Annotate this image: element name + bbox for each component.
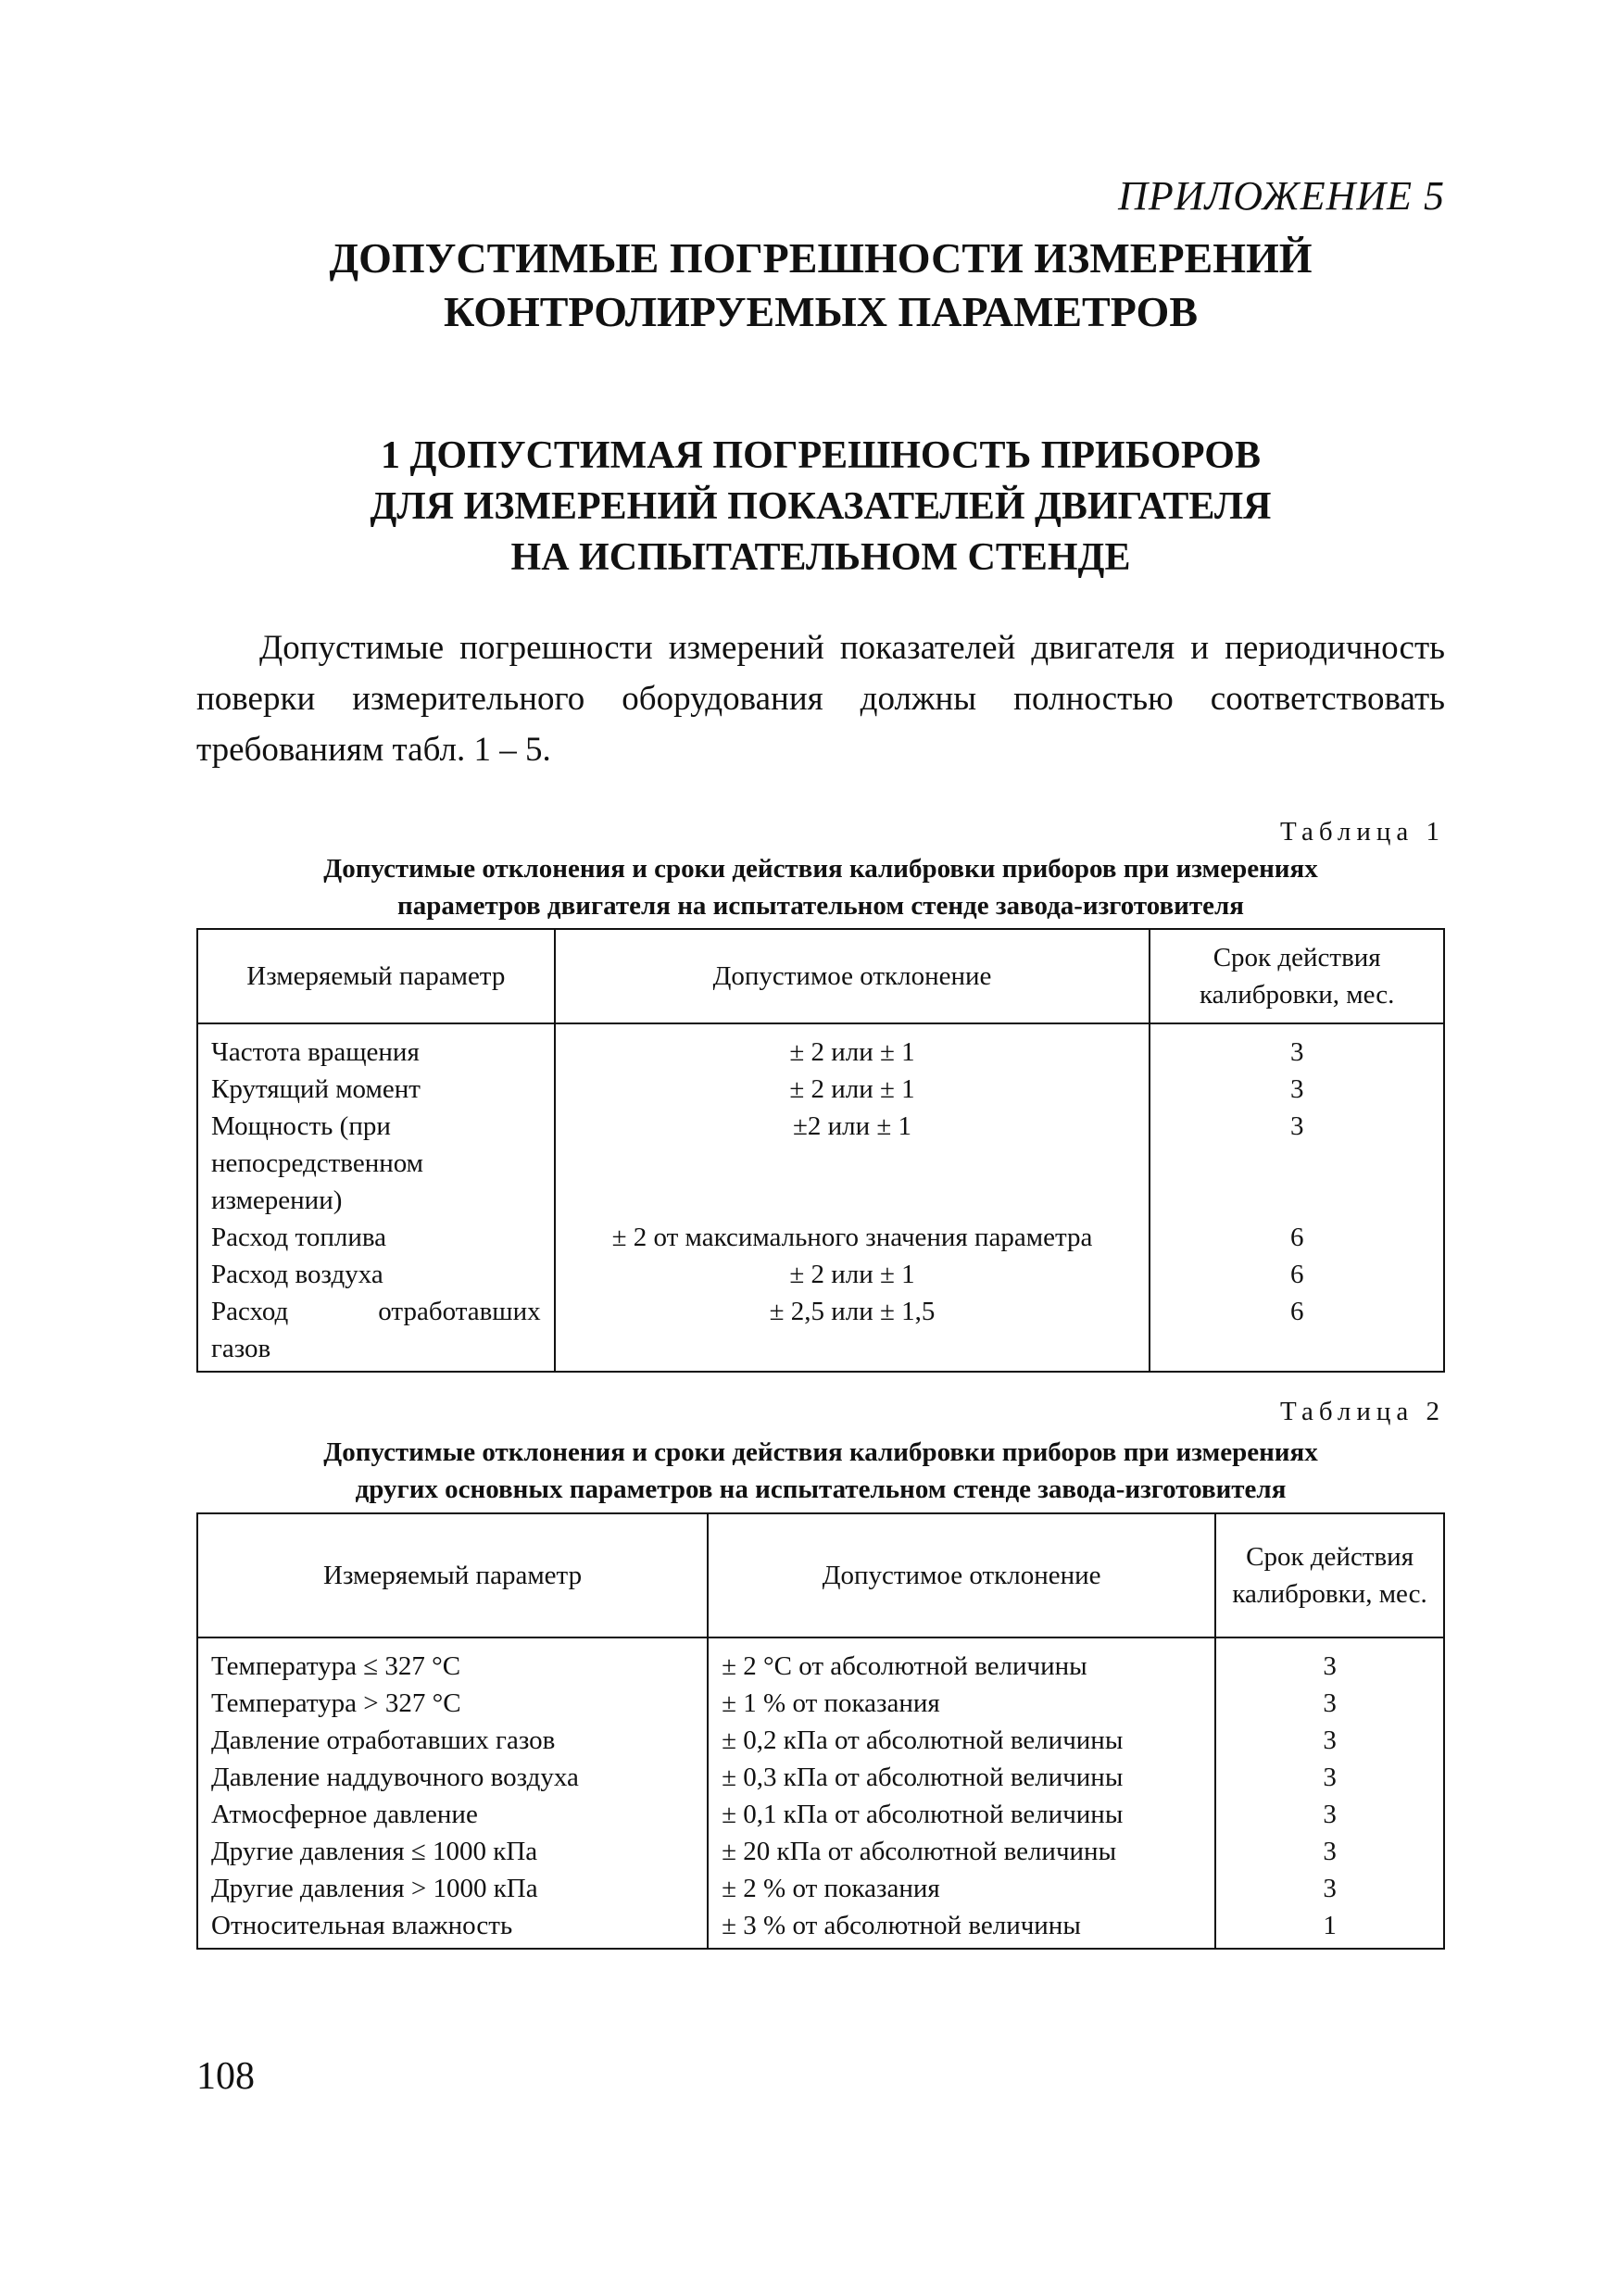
column-header-period: Срок действия калибровки, мес.	[1150, 929, 1444, 1023]
table-2-label: Таблица 2	[1279, 1397, 1445, 1426]
cell-deviation: ±2 или ± 1	[555, 1108, 1150, 1219]
table-row	[197, 1023, 1444, 1071]
cell-parameter: Частота вращения	[197, 1023, 555, 1071]
cell-period: 3	[1215, 1685, 1444, 1722]
cell-parameter: Атмосферное давление	[197, 1796, 708, 1833]
cell-deviation: ± 2 % от показания	[708, 1870, 1215, 1907]
cell-parameter: Давление наддувочного воздуха	[197, 1759, 708, 1796]
column-header-parameter: Измеряемый параметр	[197, 929, 555, 1023]
table-2-caption	[196, 1434, 1445, 1508]
cell-parameter-line: Расход отработавших	[211, 1297, 541, 1326]
cell-parameter: Мощность (при непосредственном измерении)	[197, 1108, 555, 1219]
section-heading	[196, 431, 1445, 583]
cell-parameter: Давление отработавших газов	[197, 1722, 708, 1759]
table-row	[197, 1870, 1444, 1907]
cell-period: 3	[1215, 1796, 1444, 1833]
cell-parameter: Расход топлива	[197, 1219, 555, 1256]
table-header-row	[197, 1513, 1444, 1637]
column-header-deviation: Допустимое отклонение	[708, 1513, 1215, 1637]
cell-parameter-line: газов	[211, 1334, 271, 1363]
cell-deviation: ± 2 или ± 1	[555, 1023, 1150, 1071]
table-row	[197, 1833, 1444, 1870]
cell-parameter: Расход воздуха	[197, 1256, 555, 1293]
cell-parameter: Температура > 327 °С	[197, 1685, 708, 1722]
section-heading-line: НА ИСПЫТАТЕЛЬНОМ СТЕНДЕ	[510, 536, 1131, 579]
cell-parameter	[197, 1293, 555, 1372]
cell-deviation: ± 0,1 кПа от абсолютной величины	[708, 1796, 1215, 1833]
table-row	[197, 1796, 1444, 1833]
cell-deviation: ± 3 % от абсолютной величины	[708, 1907, 1215, 1949]
section-heading-line: 1 ДОПУСТИМАЯ ПОГРЕШНОСТЬ ПРИБОРОВ	[381, 434, 1261, 477]
cell-parameter: Относительная влажность	[197, 1907, 708, 1949]
table-row	[197, 1907, 1444, 1949]
table-2	[196, 1512, 1445, 1950]
table-row	[197, 1108, 1444, 1219]
cell-parameter: Другие давления ≤ 1000 кПа	[197, 1833, 708, 1870]
cell-period: 1	[1215, 1907, 1444, 1949]
cell-period: 3	[1215, 1637, 1444, 1685]
cell-parameter: Другие давления > 1000 кПа	[197, 1870, 708, 1907]
cell-deviation: ± 2 °С от абсолютной величины	[708, 1637, 1215, 1685]
table-caption-line: Допустимые отклонения и сроки действия калибровки приборов при измерениях	[323, 1437, 1318, 1467]
cell-period: 3	[1215, 1722, 1444, 1759]
intro-paragraph: Допустимые погрешности измерений показателей двигателя и периодичность поверки измерительного оборудования должны полностью соответствовать требованиям табл. 1 – 5.	[196, 629, 1445, 769]
cell-deviation: ± 0,3 кПа от абсолютной величины	[708, 1759, 1215, 1796]
table-row	[197, 1071, 1444, 1108]
table-row	[197, 1759, 1444, 1796]
appendix-label: ПРИЛОЖЕНИЕ 5	[1118, 173, 1445, 219]
table-caption-line: Допустимые отклонения и сроки действия калибровки приборов при измерениях	[323, 854, 1318, 884]
cell-deviation: ± 20 кПа от абсолютной величины	[708, 1833, 1215, 1870]
cell-deviation: ± 2,5 или ± 1,5	[555, 1293, 1150, 1372]
cell-period: 6	[1150, 1293, 1444, 1372]
page-title-line: ДОПУСТИМЫЕ ПОГРЕШНОСТИ ИЗМЕРЕНИЙ	[329, 234, 1313, 282]
table-row	[197, 1637, 1444, 1685]
cell-period: 3	[1150, 1023, 1444, 1071]
page-title-line: КОНТРОЛИРУЕМЫХ ПАРАМЕТРОВ	[443, 288, 1199, 335]
column-header-parameter: Измеряемый параметр	[197, 1513, 708, 1637]
cell-parameter: Температура ≤ 327 °С	[197, 1637, 708, 1685]
cell-period: 6	[1150, 1219, 1444, 1256]
table-caption-line: параметров двигателя на испытательном стенде завода-изготовителя	[397, 891, 1244, 921]
cell-period: 3	[1215, 1759, 1444, 1796]
page-number: 108	[196, 2055, 255, 2098]
table-row	[197, 1219, 1444, 1256]
cell-deviation: ± 1 % от показания	[708, 1685, 1215, 1722]
table-header-row	[197, 929, 1444, 1023]
cell-period: 3	[1150, 1071, 1444, 1108]
cell-period: 3	[1150, 1108, 1444, 1219]
column-header-deviation: Допустимое отклонение	[555, 929, 1150, 1023]
cell-parameter: Крутящий момент	[197, 1071, 555, 1108]
table-row	[197, 1256, 1444, 1293]
cell-deviation: ± 2 или ± 1	[555, 1256, 1150, 1293]
cell-deviation: ± 0,2 кПа от абсолютной величины	[708, 1722, 1215, 1759]
cell-period: 3	[1215, 1870, 1444, 1907]
table-1-caption	[196, 850, 1445, 924]
table-1-label: Таблица 1	[1279, 817, 1445, 847]
column-header-period: Срок действия калибровки, мес.	[1215, 1513, 1444, 1637]
table-caption-line: других основных параметров на испытательном стенде завода-изготовителя	[355, 1474, 1287, 1504]
cell-period: 3	[1215, 1833, 1444, 1870]
page-title	[196, 232, 1445, 339]
cell-deviation: ± 2 от максимального значения параметра	[555, 1219, 1150, 1256]
cell-deviation: ± 2 или ± 1	[555, 1071, 1150, 1108]
table-row	[197, 1685, 1444, 1722]
section-heading-line: ДЛЯ ИЗМЕРЕНИЙ ПОКАЗАТЕЛЕЙ ДВИГАТЕЛЯ	[370, 485, 1272, 528]
table-row	[197, 1722, 1444, 1759]
table-row	[197, 1293, 1444, 1372]
cell-period: 6	[1150, 1256, 1444, 1293]
table-1	[196, 928, 1445, 1373]
